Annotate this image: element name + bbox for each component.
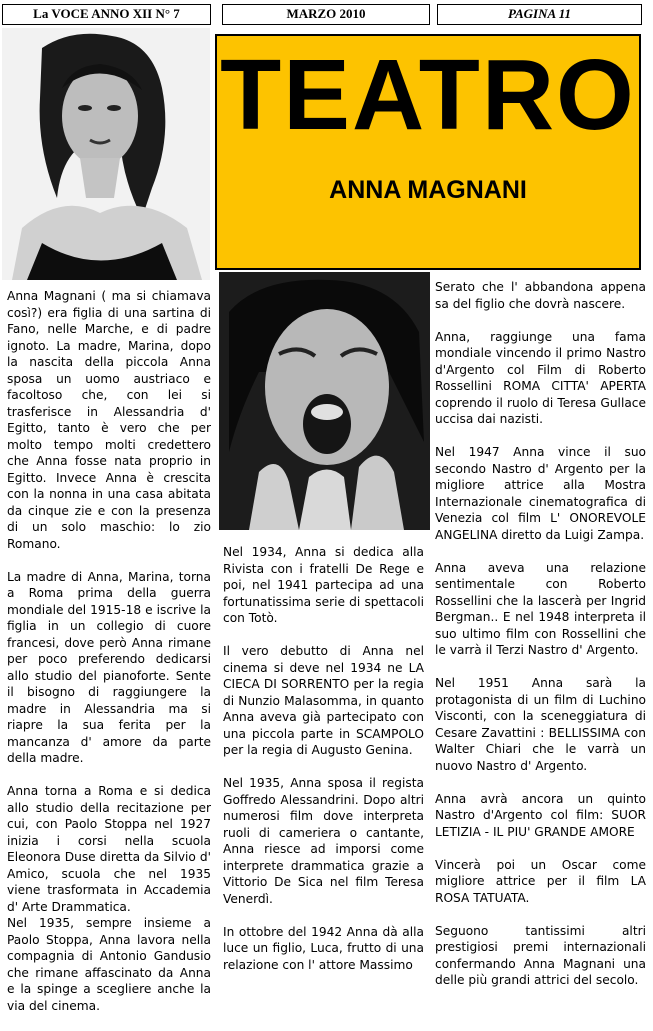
paragraph: La madre di Anna, Marina, torna a Roma prima della guerra mondiale del 1915-18 e iscrive la figlia in un collegio di cuore francesi, dove però Anna rimane per poco preferendo dedicarsi allo studio del pianoforte. Sente il bisogno di raggiungere la madre in Alessandria ma si riapre la sua ferita per la mancanza d' amore da parte della madre. [7,569,211,765]
paragraph: Anna avrà ancora un quinto Nastro d'Argento col film: SUOR LETIZIA - IL PIU' GRANDE AMORE [435,791,646,839]
article-subject: ANNA MAGNANI [329,176,527,204]
section-banner [215,34,641,270]
paragraph: Seguono tantissimi altri prestigiosi premi internazionali confermando Anna Magnani una delle più grandi attrici del secolo. [435,923,646,987]
text-column-3 [435,279,646,1005]
portrait-photo-image [2,28,210,280]
paragraph: Il vero debutto di Anna nel cinema si deve nel 1934 ne LA CIECA DI SORRENTO per la regia di Nunzio Malasomma, in quanto Anna aveva già partecipato con una piccola parte in SCAMPOLO per la regia di Augusto Genina. [223,644,424,757]
paragraph: Nel 1935, Anna sposa il regista Goffredo Alessandrini. Dopo altri numerosi film dove interpreta ruoli di cameriera o cantante, Anna riesce ad imporsi come interprete drammatica grazie a Vittorio De Sica nel film Teresa Venerdì. [223,776,424,906]
header-date: MARZO 2010 [222,4,430,25]
header-issue: La VOCE ANNO XII N° 7 [2,4,211,25]
section-title: TEATRO [220,39,636,151]
header-page: PAGINA 11 [437,4,642,25]
paragraph: Anna Magnani ( ma si chiamava così?) era figlia di una sartina di Fano, nelle Marche, e di padre ignoto. La madre, Marina, dopo la nascita della piccola Anna sposa un uomo austriaco e facoltoso che, con lei si trasferisce in Alessandria d' Egitto, tanto è vero che per molto tempo molti credettero che Anna fosse nata proprio in Egitto. Invece Anna è crescita con la nonna in una casa abitata da cinque zie e con la presenza di un solo maschio: lo zio Romano. [7,289,211,551]
paragraph: Serato che l' abbandona appena sa del figlio che dovrà nascere. [435,280,646,311]
screaming-photo-image [219,272,430,530]
paragraph: Anna aveva una relazione sentimentale con Roberto Rossellini che la lascerà per Ingrid Bergman.. E nel 1948 interpreta il suo ultimo film con Rossellini che le varrà il Terzi Nastro d' Argento. [435,560,646,657]
paragraph: In ottobre del 1942 Anna dà alla luce un figlio, Luca, frutto di una relazione con l' attore Massimo [223,924,424,972]
paragraph: Anna torna a Roma e si dedica allo studio della recitazione per cui, con Paolo Stoppa nel 1927 inizia i corsi nella scuola Eleonora Duse diretta da Silvio d' Amico, scuola che nel 1935 viene trasformata in Accademia d' Arte Drammatica. [7,784,211,914]
paragraph: Nel 1947 Anna vince il suo secondo Nastro d' Argento per la migliore attrice alla Mostra Internazionale cinematografica di Venezia col film L' ONOREVOLE ANGELINA diretto da Luigi Zampa. [435,445,646,542]
portrait-photo [2,28,210,280]
screaming-photo [219,272,430,530]
text-column-2 [223,544,424,990]
paragraph: Anna, raggiunge una fama mondiale vincendo il primo Nastro d'Argento col Film di Roberto Rossellini ROMA CITTA' APERTA coprendo il ruolo di Teresa Gullace uccisa dai nazisti. [435,329,646,426]
paragraph: Nel 1951 Anna sarà la protagonista di un film di Luchino Visconti, con la sceneggiatura di Cesare Zavattini : BELLISSIMA con Walter Chiari che le varrà un nuovo Nastro d' Argento. [435,676,646,773]
paragraph: Nel 1934, Anna si dedica alla Rivista con i fratelli De Rege e poi, nel 1941 partecipa ad una fortunatissima serie di spettacoli con Totò. [223,545,424,625]
text-column-1 [7,288,211,1031]
paragraph: Nel 1935, sempre insieme a Paolo Stoppa, Anna lavora nella compagnia di Antonio Gandusio che rimane affascinato da Anna e la spinge a scegliere anche la via del cinema. [7,916,211,1013]
paragraph: Vincerà poi un Oscar come migliore attrice per il film LA ROSA TATUATA. [435,857,646,905]
